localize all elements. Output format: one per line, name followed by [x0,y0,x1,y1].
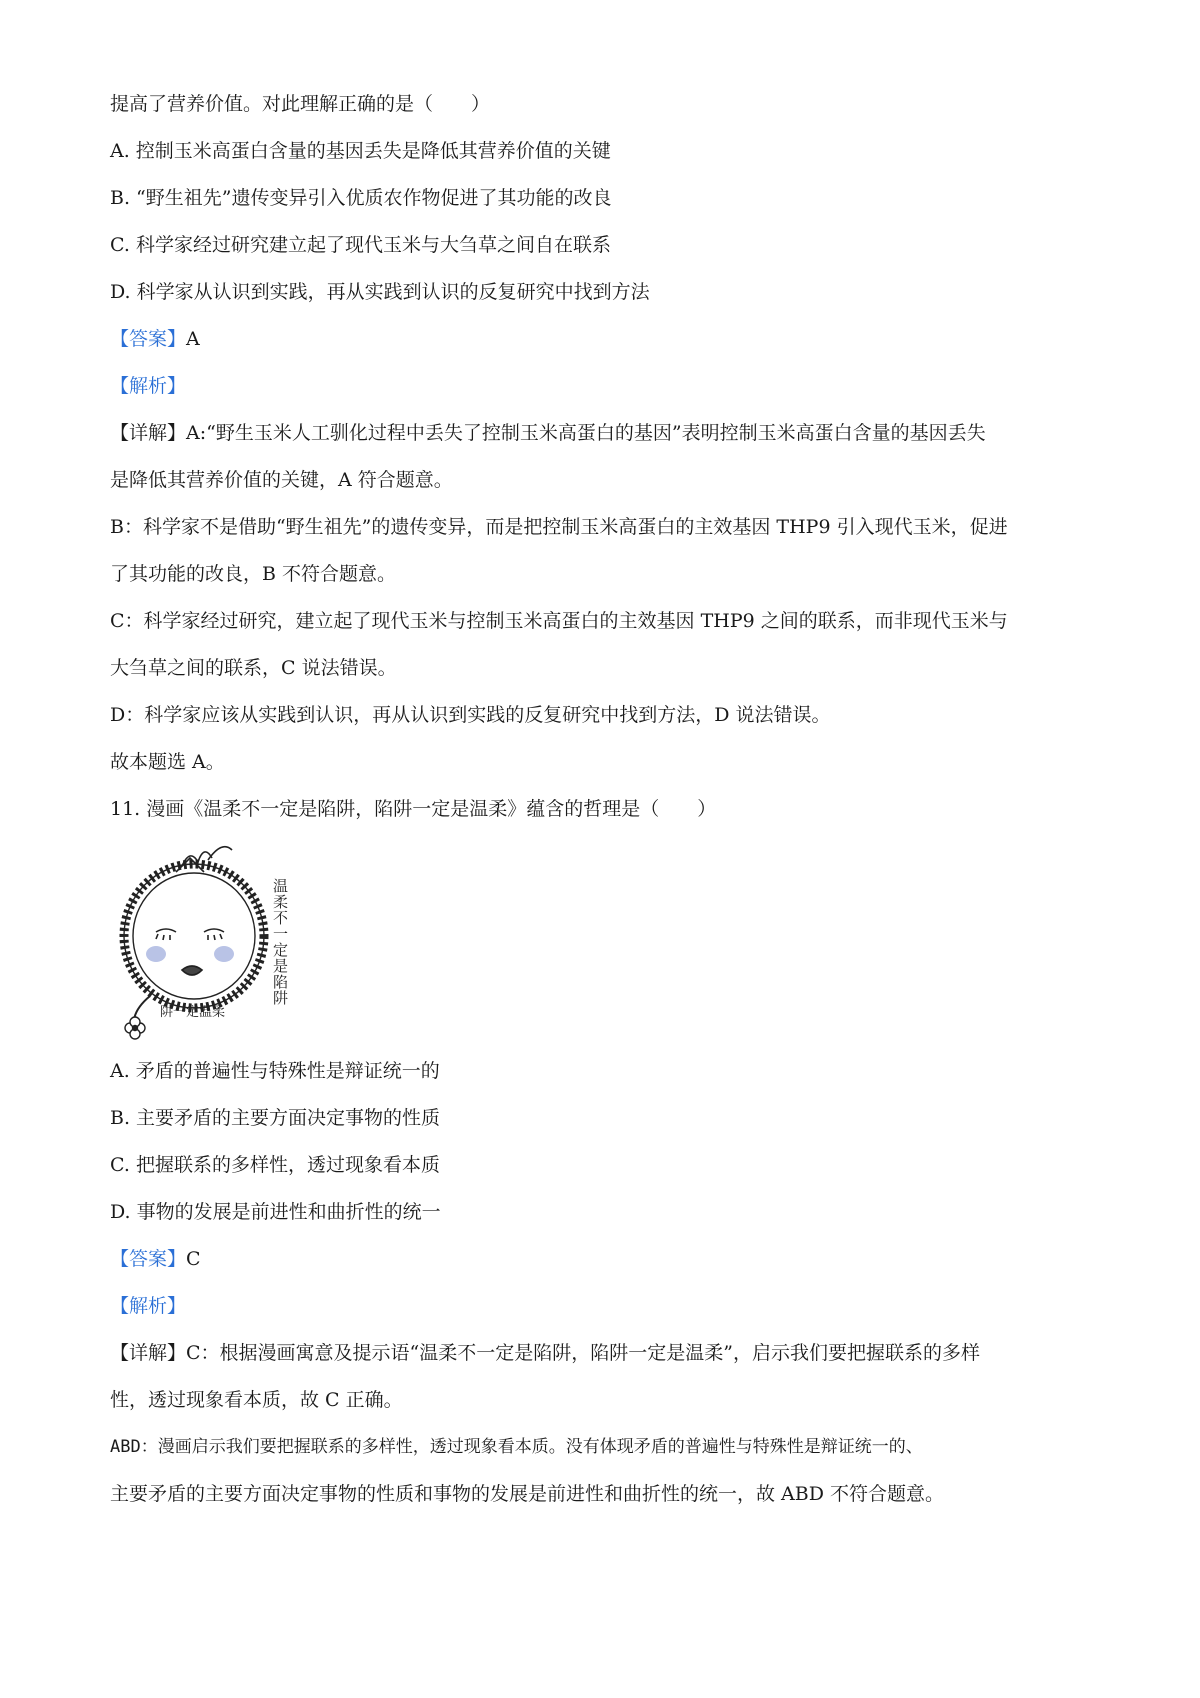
detail-c-line1: C：根据漫画寓意及提示语“温柔不一定是陷阱，陷阱一定是温柔”，启示我们要把握联系的多样 [186,1342,980,1364]
q11-answer [110,1247,1100,1271]
detail-label: 【详解】 [110,1342,187,1364]
q11-detail-c [110,1341,1100,1412]
q11-option-a: A. 矛盾的普遍性与特殊性是辩证统一的 [110,1060,440,1082]
detail-abd-line1: ABD：漫画启示我们要把握联系的多样性，透过现象看本质。没有体现矛盾的普遍性与特殊性是辩证统一的、 [110,1437,923,1457]
exam-page [110,92,1100,1529]
detail-a-line1: A:“野生玉米人工驯化过程中丢失了控制玉米高蛋白的基因”表明控制玉米高蛋白含量的基因丢失 [186,422,986,444]
q11-option-c: C. 把握联系的多样性，透过现象看本质 [110,1154,440,1176]
detail-c-line1: C：科学家经过研究，建立起了现代玉米与控制玉米高蛋白的主效基因 THP9 之间的联系，而非现代玉米与 [110,610,1008,632]
q10-analysis-label: 【解析】 [110,375,187,397]
q10-stem-tail: 提高了营养价值。对此理解正确的是（ ） [110,93,491,115]
comic-text-vertical: 温柔不一定是陷阱 [271,878,289,1006]
q11-analysis-label: 【解析】 [110,1295,187,1317]
answer-label: 【答案】 [110,328,187,350]
comic-illustration [112,836,322,1041]
detail-b-line2: 了其功能的改良，B 不符合题意。 [110,563,397,585]
rope-noose [124,864,264,1008]
q10-conclusion: 故本题选 A。 [110,751,225,773]
comic-text-bottom: 阱一定温柔 [160,1005,226,1020]
q10-detail-a [110,421,1100,492]
q10-detail-d: D：科学家应该从实践到认识，再从认识到实践的反复研究中找到方法，D 说法错误。 [110,704,831,726]
detail-b-line1: B：科学家不是借助“野生祖先”的遗传变异，而是把控制玉米高蛋白的主效基因 THP9 引入现代玉米，促进 [110,516,1008,538]
detail-c-line2: 性，透过现象看本质，故 C 正确。 [110,1389,403,1411]
q10-option-c: C. 科学家经过研究建立起了现代玉米与大刍草之间自在联系 [110,234,611,256]
q11-stem: 11. 漫画《温柔不一定是陷阱，陷阱一定是温柔》蕴含的哲理是（ ） [110,798,717,820]
face [146,929,234,975]
q10-detail-c [110,609,1100,680]
q11-option-d: D. 事物的发展是前进性和曲折性的统一 [110,1201,441,1223]
q11-detail-abd [110,1435,1100,1506]
detail-label: 【详解】 [110,422,187,444]
answer-value: C [186,1248,201,1270]
flower-icon [125,1017,145,1039]
q11-option-b: B. 主要矛盾的主要方面决定事物的性质 [110,1107,441,1129]
answer-label: 【答案】 [110,1248,187,1270]
detail-abd-line2: 主要矛盾的主要方面决定事物的性质和事物的发展是前进性和曲折性的统一，故 ABD 不符合题意。 [110,1483,944,1505]
q10-detail-b [110,515,1100,586]
detail-c-line2: 大刍草之间的联系，C 说法错误。 [110,657,397,679]
q10-option-a: A. 控制玉米高蛋白含量的基因丢失是降低其营养价值的关键 [110,140,611,162]
q10-option-d: D. 科学家从认识到实践，再从实践到认识的反复研究中找到方法 [110,281,650,303]
answer-value: A [186,328,200,350]
detail-a-line2: 是降低其营养价值的关键，A 符合题意。 [110,469,453,491]
q10-answer [110,327,1100,351]
q10-option-b: B. “野生祖先”遗传变异引入优质农作物促进了其功能的改良 [110,187,612,209]
